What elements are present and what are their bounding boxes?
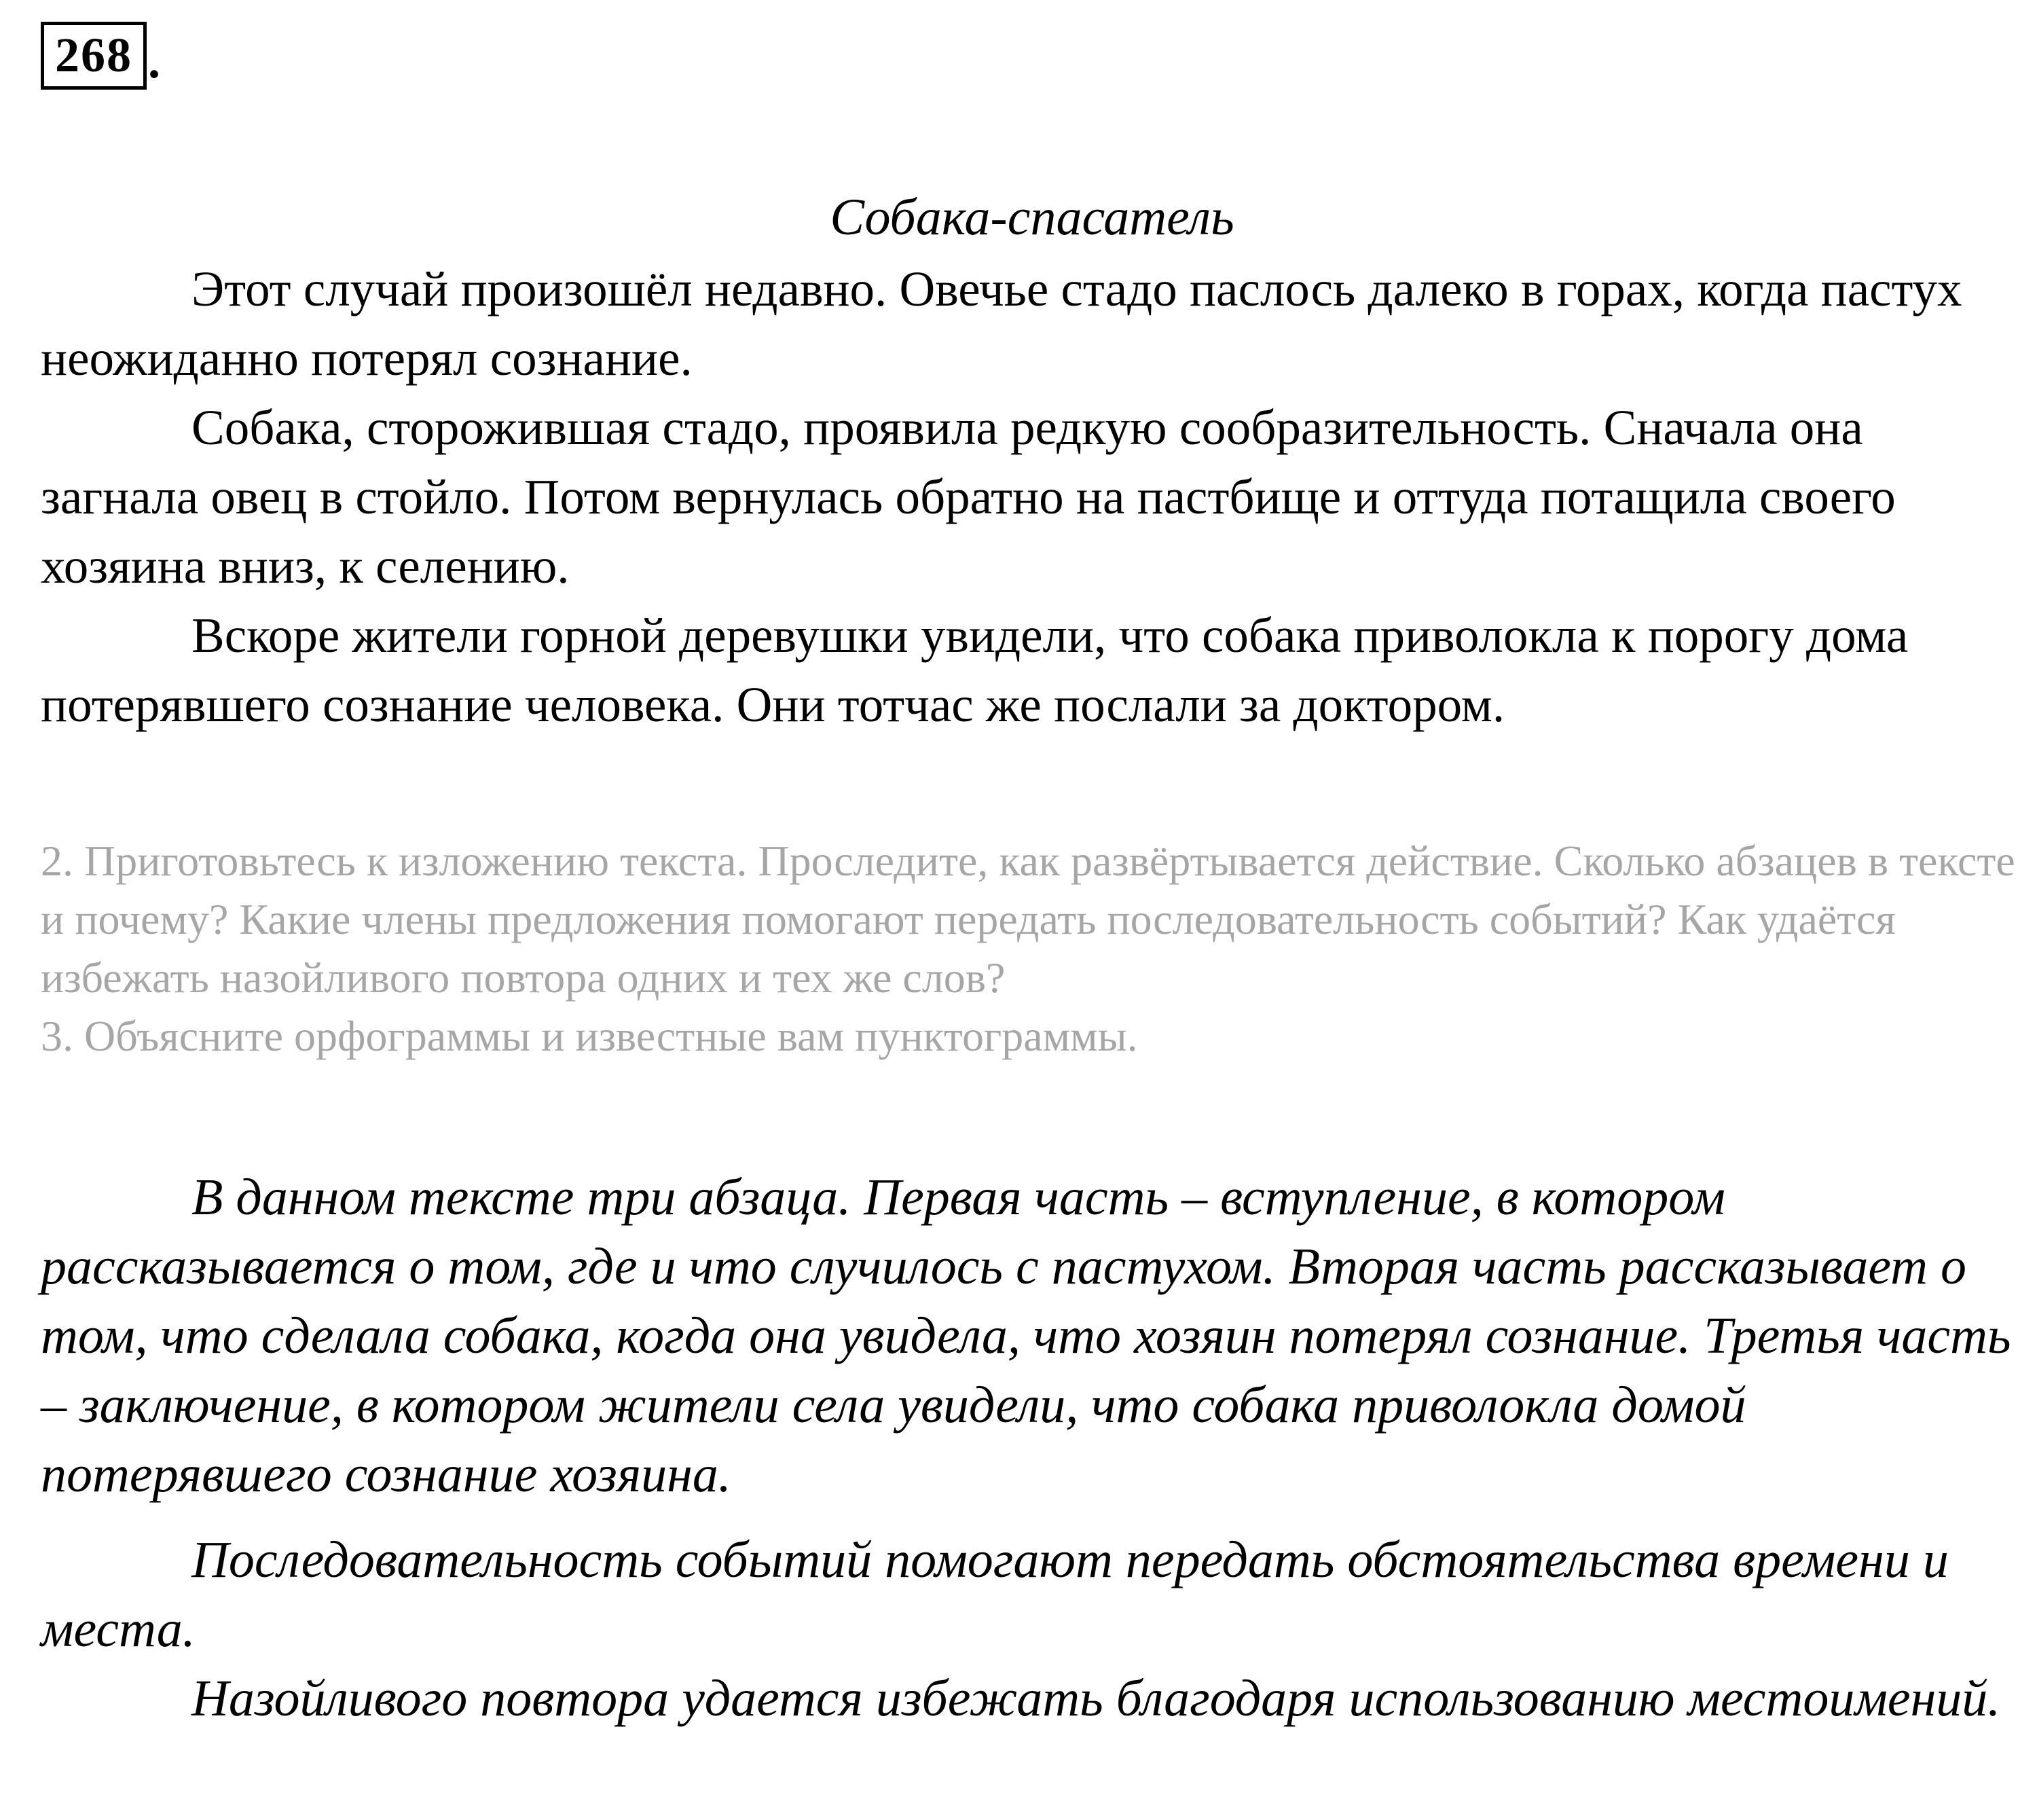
story-paragraph: Этот случай произошёл недавно. Овечье стадо паслось далеко в горах, когда пастух неожиданно потерял сознание. <box>41 261 1962 386</box>
answer-text <box>41 1163 2023 1733</box>
task-item: 2. Приготовьтесь к изложению текста. Проследите, как развёртывается действие. Сколько абзацев в тексте и почему? Какие члены предложения помогают передать последовательность событий? Как удаётся избежать назойливого повтора одних и тех же слов? <box>41 837 2015 1002</box>
answer-paragraph: Последовательность событий помогают передать обстоятельства времени и места. <box>41 1531 1949 1658</box>
answer-paragraph: Назойливого повтора удается избежать благодаря использованию местоимений. <box>191 1670 2001 1727</box>
exercise-number-block <box>41 22 160 90</box>
answer-paragraph: В данном тексте три абзаца. Первая часть – вступление, в котором рассказывается о том, где и что случилось с пастухом. Вторая часть рассказывает о том, что сделала собака, когда она увидела, что хозяин потерял сознание. Третья часть – заключение, в котором жители села увидели, что собака приволокла домой потерявшего сознание хозяина. <box>41 1169 2011 1503</box>
story-paragraph: Собака, сторожившая стадо, проявила редкую сообразительность. Сначала она загнала овец в стойло. Потом вернулась обратно на пастбище и оттуда потащила своего хозяина вниз, к селению. <box>41 400 1896 594</box>
story-text <box>41 255 2023 740</box>
task-item: 3. Объясните орфограммы и известные вам пунктограммы. <box>41 1012 1138 1060</box>
task-list <box>41 832 2023 1066</box>
story-title: Собака-спасатель <box>830 189 1234 246</box>
exercise-number: 268 <box>41 22 147 90</box>
story-paragraph: Вскоре жители горной деревушки увидели, что собака приволокла к порогу дома потерявшего сознание человека. Они тотчас же послали за доктором. <box>41 608 1909 732</box>
exercise-number-dot: . <box>148 34 160 88</box>
